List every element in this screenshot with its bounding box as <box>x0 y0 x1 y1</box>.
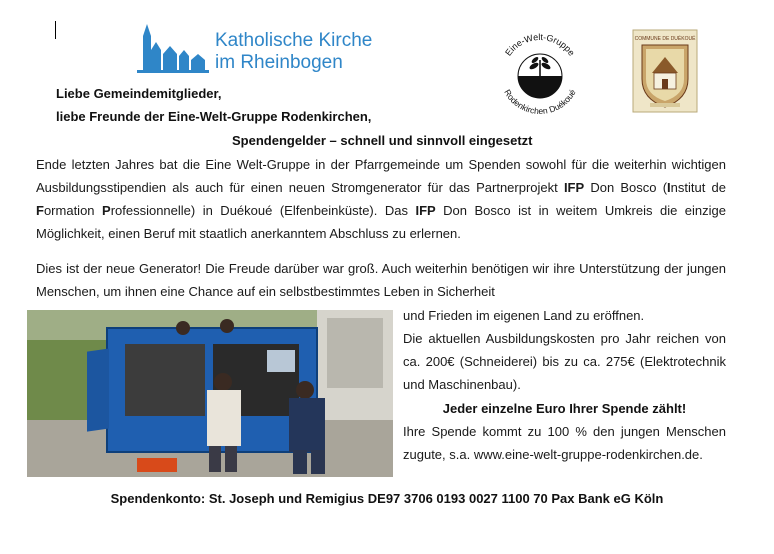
ewg-logo-top-text: Eine-Welt-Gruppe <box>503 31 577 58</box>
commune-duekoue-crest <box>632 29 698 113</box>
church-icon <box>137 22 217 74</box>
kk-logo-line2: im Rheinbogen <box>215 52 343 73</box>
bank-account-line: Spendenkonto: St. Joseph und Remigius DE97 3706 0193 0027 1100 70 Pax Bank eG Köln <box>110 491 664 506</box>
text-cursor <box>55 21 56 39</box>
kk-logo-line1: Katholische Kirche <box>215 30 373 51</box>
generator-photo <box>27 310 393 477</box>
paragraph-2-continuation: und Frieden im eigenen Land zu eröffnen. <box>403 308 645 323</box>
commune-label: COMMUNE DE DUÉKOUÉ <box>634 36 696 42</box>
every-euro-counts-text: Jeder einzelne Euro Ihrer Spende zählt! <box>442 401 687 416</box>
eine-welt-gruppe-logo <box>490 24 590 124</box>
paragraph-1: Ende letzten Jahres bat die Eine Welt-Gruppe in der Pfarrgemeinde um Spenden sowohl für die weiterhin wichtigen Ausbildungsstipendien als auch für einen neuen Stromgenerator für das Partnerprojekt IFP Don Bosco (Institut de Formation Professionnelle) in Duékoué (Elfenbeinküste). Das IFP Don Bosco ist in weitem Umkreis die einzige Möglichkeit, einen Beruf mit staatlich anerkanntem Abschluss zu erlernen. <box>36 157 726 241</box>
donation-closing-text: Ihre Spende kommt zu 100 % den jungen Menschen zugute, s.a. www.eine-welt-gruppe-rodenkirchen.de. <box>403 424 726 462</box>
training-costs-text: Die aktuellen Ausbildungskosten pro Jahr reichen von ca. 200€ (Schneiderei) bis zu ca. 275€ (Elektrotechnik und Maschinenbau). <box>403 331 726 392</box>
greeting-line-2: liebe Freunde der Eine-Welt-Gruppe Rodenkirchen, <box>56 109 372 124</box>
greeting-line-1: Liebe Gemeindemitglieder, <box>56 86 222 101</box>
page-heading: Spendengelder – schnell und sinnvoll eingesetzt <box>232 133 533 148</box>
ewg-logo-bottom-text: Rodenkirchen Duékoué <box>502 87 578 117</box>
paragraph-2: Dies ist der neue Generator! Die Freude darüber war groß. Auch weiterhin benötigen wir ihre Unterstützung der jungen Menschen, um ihnen eine Chance auf ein selbstbestimmtes Leben in Sicherheit <box>36 261 726 299</box>
katholische-kirche-logo-text <box>215 30 372 74</box>
